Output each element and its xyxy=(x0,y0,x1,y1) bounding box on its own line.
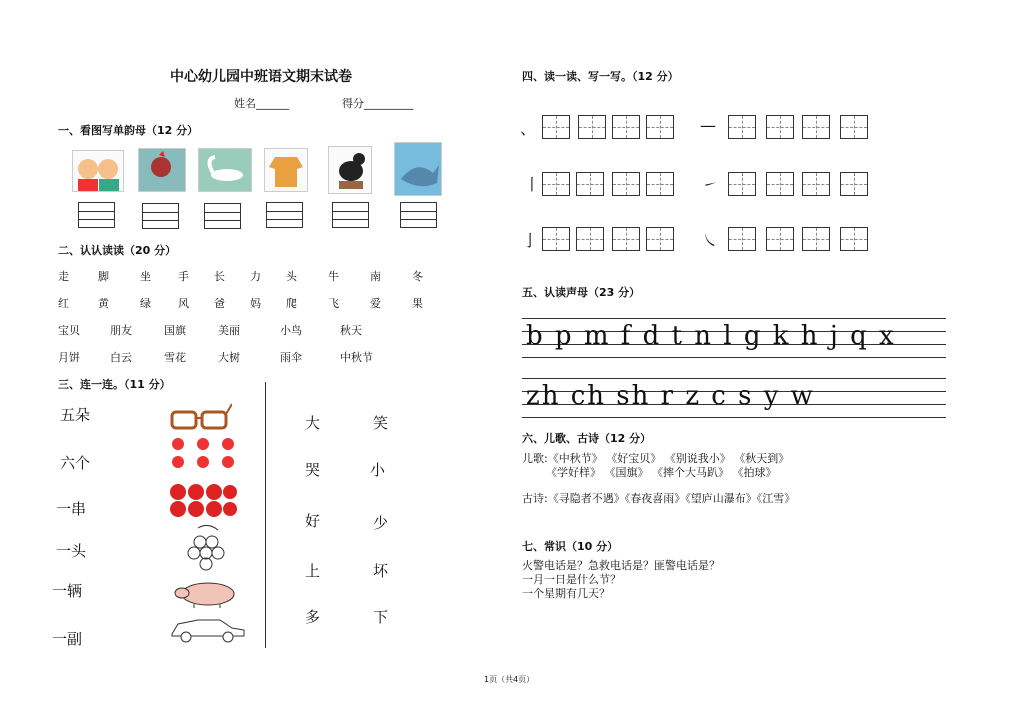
write-box-1[interactable] xyxy=(78,202,115,228)
pig-picture xyxy=(170,578,242,608)
char-16: 妈 xyxy=(250,297,261,310)
tianzi-box[interactable] xyxy=(766,115,794,139)
word-4: 美丽 xyxy=(218,324,240,337)
tianzi-box[interactable] xyxy=(802,115,830,139)
tianzi-box[interactable] xyxy=(612,115,640,139)
tianzi-box[interactable] xyxy=(646,115,674,139)
char-13: 绿 xyxy=(140,297,151,310)
poems-line: 古诗:《寻隐者不遇》《春夜喜雨》《望庐山瀑布》《江雪》 xyxy=(522,492,796,505)
page-number: 1页（共4页） xyxy=(484,675,535,684)
char-8: 牛 xyxy=(328,270,339,283)
char-7: 头 xyxy=(286,270,297,283)
tianzi-box[interactable] xyxy=(840,227,868,251)
measure-word-3: 一串 xyxy=(56,500,87,518)
tianzi-box[interactable] xyxy=(576,227,604,251)
word-8: 白云 xyxy=(110,351,132,364)
flowers-picture xyxy=(168,436,238,472)
tianzi-box[interactable] xyxy=(766,172,794,196)
opposite-5b: 下 xyxy=(373,608,389,626)
write-box-2[interactable] xyxy=(142,203,179,229)
write-box-5[interactable] xyxy=(332,202,369,228)
opposite-1a: 大 xyxy=(305,414,321,432)
tianzi-box[interactable] xyxy=(542,115,570,139)
word-11: 雨伞 xyxy=(280,351,302,364)
stroke-5: 亅 xyxy=(522,231,539,250)
char-3: 坐 xyxy=(140,270,151,283)
word-7: 月饼 xyxy=(58,351,80,364)
opposite-4a: 上 xyxy=(305,562,321,580)
opposite-3b: 少 xyxy=(373,514,389,532)
word-12: 中秋节 xyxy=(340,351,373,364)
word-1: 宝贝 xyxy=(58,324,80,337)
section-4-title: 四、读一读、写一写。（12 分） xyxy=(522,70,679,83)
four-line-grid-1 xyxy=(522,318,946,358)
opposite-2b: 小 xyxy=(370,461,386,479)
glasses-picture xyxy=(168,400,232,434)
question-3: 一个星期有几天？ xyxy=(522,587,610,600)
opposite-1b: 笑 xyxy=(373,414,389,432)
measure-word-2: 六个 xyxy=(60,454,91,472)
opposite-3a: 好 xyxy=(305,512,321,530)
tianzi-box[interactable] xyxy=(646,227,674,251)
word-2: 朋友 xyxy=(110,324,132,337)
tianzi-box[interactable] xyxy=(646,172,674,196)
opposite-2a: 哭 xyxy=(305,461,321,479)
opposite-5a: 多 xyxy=(305,608,321,626)
songs-line-2: 《学好样》 《国旗》 《摔个大马趴》 《拍球》 xyxy=(546,466,777,479)
tianzi-box[interactable] xyxy=(840,172,868,196)
section-1-title: 一、看图写单韵母（12 分） xyxy=(58,124,199,137)
tianzi-box[interactable] xyxy=(840,115,868,139)
measure-word-6: 一副 xyxy=(52,630,83,648)
tianzi-box[interactable] xyxy=(728,227,756,251)
char-6: 力 xyxy=(250,270,261,283)
tianzi-box[interactable] xyxy=(802,172,830,196)
stroke-1: 、 xyxy=(520,119,537,138)
tianzi-box[interactable] xyxy=(578,115,606,139)
tianzi-box[interactable] xyxy=(802,227,830,251)
section-2-title: 二、认认读读（20 分） xyxy=(58,244,177,257)
score-field[interactable]: 得分_________ xyxy=(342,97,414,110)
initials-line-1: b p m f d t n l g k h j q x xyxy=(526,321,896,351)
grapes-picture xyxy=(180,522,234,574)
word-5: 小鸟 xyxy=(280,324,302,337)
tianzi-box[interactable] xyxy=(612,227,640,251)
measure-word-5: 一辆 xyxy=(52,582,83,600)
char-19: 爱 xyxy=(370,297,381,310)
write-box-6[interactable] xyxy=(400,202,437,228)
page-title: 中心幼儿园中班语文期末试卷 xyxy=(170,69,352,85)
stroke-4: ㇀ xyxy=(702,175,719,194)
tianzi-box[interactable] xyxy=(542,227,570,251)
section-5-title: 五、认读声母（23 分） xyxy=(522,286,641,299)
crow-picture xyxy=(328,146,372,194)
children-picture xyxy=(72,150,124,192)
char-11: 红 xyxy=(58,297,69,310)
section-7-title: 七、常识（10 分） xyxy=(522,540,619,553)
char-14: 风 xyxy=(178,297,189,310)
char-18: 飞 xyxy=(328,297,339,310)
tianzi-box[interactable] xyxy=(728,172,756,196)
char-4: 手 xyxy=(178,270,189,283)
write-box-3[interactable] xyxy=(204,203,241,229)
char-2: 脚 xyxy=(98,270,109,283)
tianzi-box[interactable] xyxy=(576,172,604,196)
char-17: 爬 xyxy=(286,297,297,310)
char-9: 南 xyxy=(370,270,381,283)
stroke-2: — xyxy=(700,116,716,135)
question-2: 一月一日是什么节？ xyxy=(522,573,621,586)
char-1: 走 xyxy=(58,270,69,283)
stroke-3: 丨 xyxy=(524,175,541,194)
tianzi-box[interactable] xyxy=(728,115,756,139)
tomatoes-picture xyxy=(168,482,238,518)
initials-line-2: zh ch sh r z c s y w xyxy=(526,381,815,411)
word-9: 雪花 xyxy=(164,351,186,364)
word-3: 国旗 xyxy=(164,324,186,337)
tianzi-box[interactable] xyxy=(542,172,570,196)
section-6-title: 六、儿歌、古诗（12 分） xyxy=(522,432,652,445)
measure-word-4: 一头 xyxy=(56,542,87,560)
opposite-4b: 坏 xyxy=(373,562,389,580)
four-line-grid-2 xyxy=(522,378,946,418)
section-3-title: 三、连一连。（11 分） xyxy=(58,378,171,391)
question-1: 火警电话是？急救电话是？匪警电话是？ xyxy=(522,559,720,572)
measure-word-1: 五朵 xyxy=(60,406,91,424)
tianzi-box[interactable] xyxy=(766,227,794,251)
songs-line-1: 儿歌:《中秋节》 《好宝贝》 《别说我小》 《秋天到》 xyxy=(522,452,790,465)
word-10: 大树 xyxy=(218,351,240,364)
char-5: 长 xyxy=(214,270,225,283)
goose-picture xyxy=(198,148,252,192)
fish-picture xyxy=(394,142,442,196)
char-10: 冬 xyxy=(412,270,423,283)
stroke-6: ㇏ xyxy=(702,231,719,250)
word-6: 秋天 xyxy=(340,324,362,337)
clothes-picture xyxy=(264,148,308,192)
divider-line xyxy=(265,382,266,648)
char-15: 爸 xyxy=(214,297,225,310)
write-box-4[interactable] xyxy=(266,202,303,228)
tianzi-box[interactable] xyxy=(612,172,640,196)
car-picture xyxy=(168,614,248,644)
char-12: 黄 xyxy=(98,297,109,310)
name-field[interactable]: 姓名______ xyxy=(234,97,289,110)
rooster-picture xyxy=(138,148,186,192)
char-20: 果 xyxy=(412,297,423,310)
